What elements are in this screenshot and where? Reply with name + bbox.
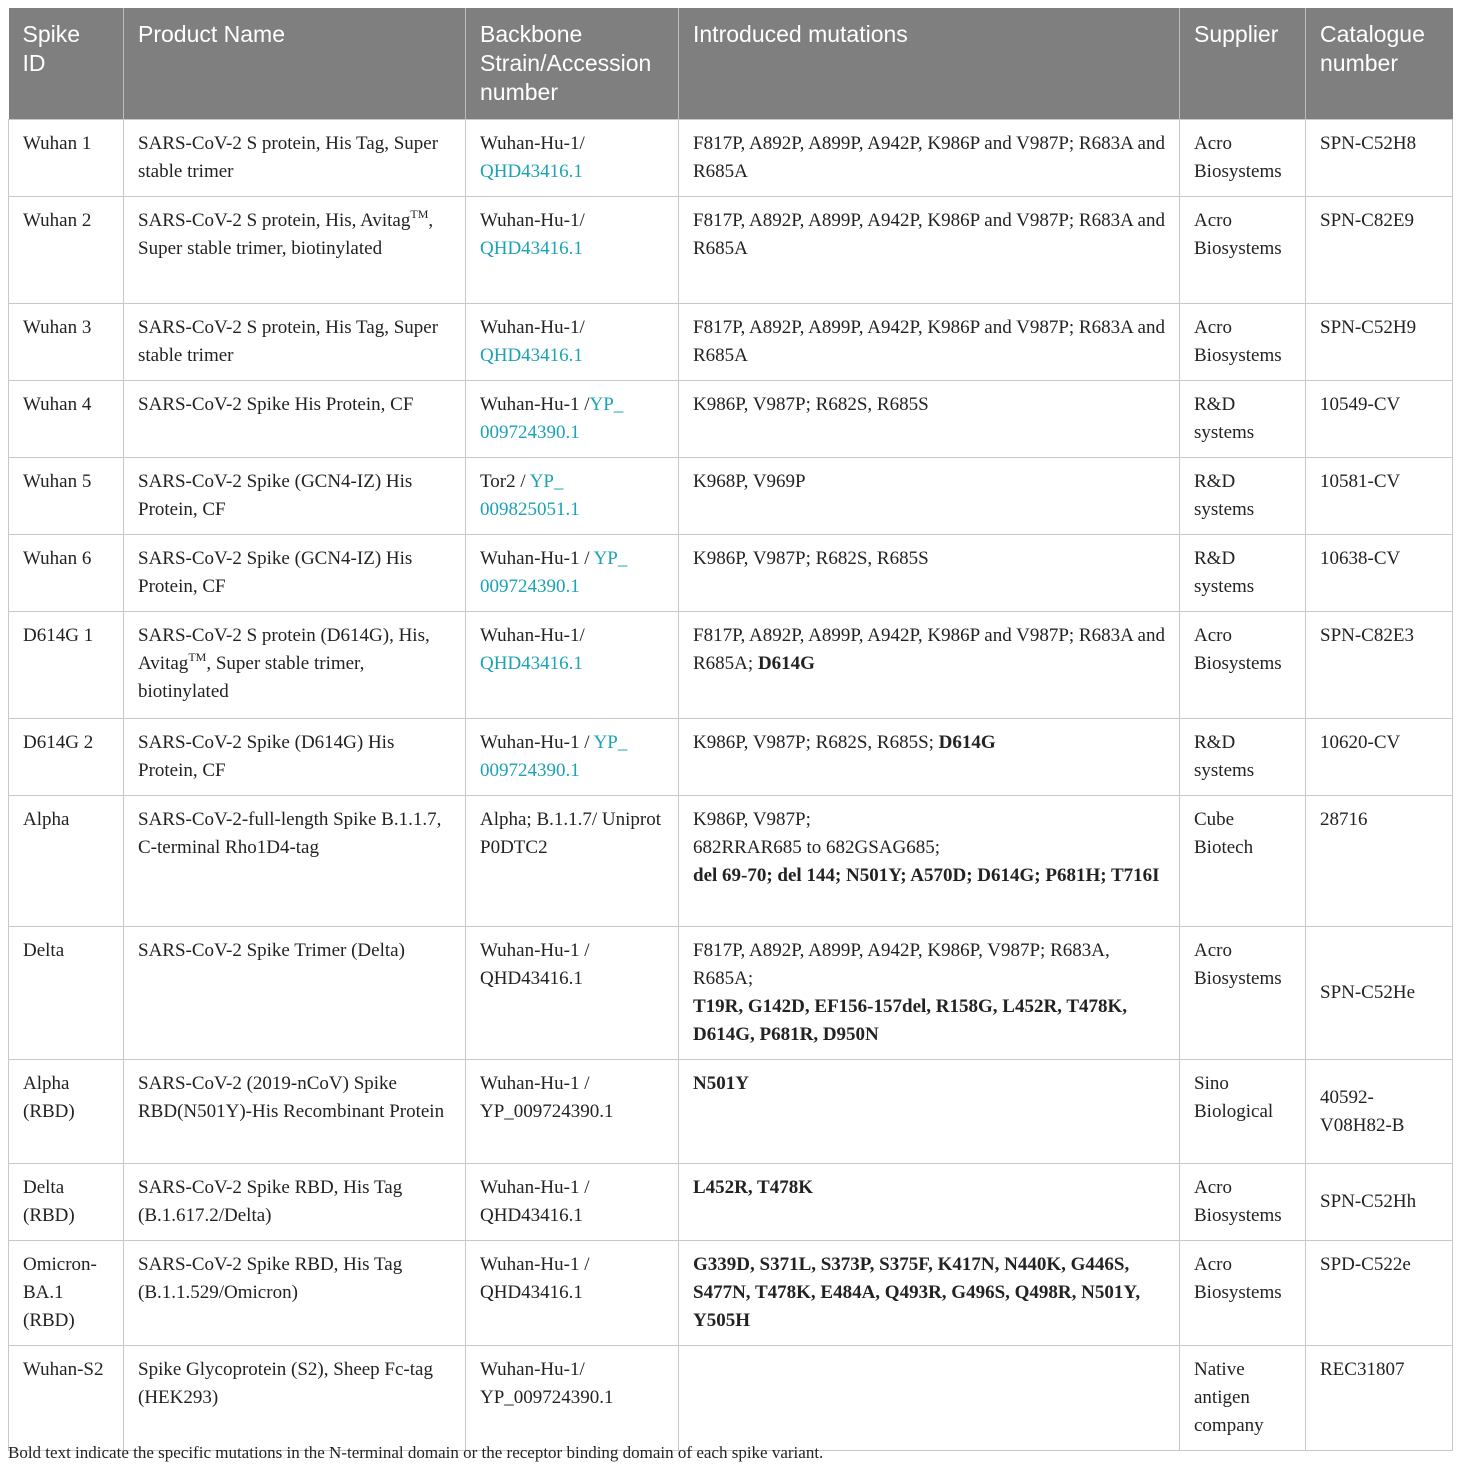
- cell-mutations: [679, 796, 1180, 927]
- header-supplier: Supplier: [1180, 8, 1306, 120]
- cell-catalogue: REC31807: [1306, 1346, 1453, 1451]
- cell-mutations: F817P, A892P, A899P, A942P, K986P and V987P; R683A and R685A: [679, 197, 1180, 304]
- backbone-text: Wuhan-Hu-1/: [480, 133, 585, 154]
- mutations-bold: T19R, G142D, EF156-157del, R158G, L452R, T478K, D614G, P681R, D950N: [693, 996, 1128, 1045]
- mutations-text: K986P, V987P;: [693, 809, 811, 830]
- backbone-text: Wuhan-Hu-1/: [480, 625, 585, 646]
- accession-link[interactable]: QHD43416.1: [480, 345, 583, 366]
- cell-mutations: K968P, V969P: [679, 458, 1180, 535]
- table-header: [9, 8, 1453, 120]
- header-mutations: Introduced mutations: [679, 8, 1180, 120]
- cell-supplier: Acro Biosystems: [1180, 197, 1306, 304]
- cell-supplier: R&D systems: [1180, 458, 1306, 535]
- cell-supplier: R&D systems: [1180, 381, 1306, 458]
- cell-backbone: [466, 719, 679, 796]
- spike-table-container: [8, 8, 1452, 1451]
- cell-catalogue: SPN-C82E3: [1306, 612, 1453, 719]
- cell-product-name: SARS-CoV-2 Spike RBD, His Tag (B.1.617.2/Delta): [124, 1164, 466, 1241]
- cell-backbone: [466, 612, 679, 719]
- cell-catalogue: 10638-CV: [1306, 535, 1453, 612]
- cell-supplier: Acro Biosystems: [1180, 927, 1306, 1060]
- table-row: [9, 1164, 1453, 1241]
- backbone-text: Tor2 /: [480, 471, 530, 492]
- cell-backbone: Wuhan-Hu-1 / YP_009724390.1: [466, 1060, 679, 1164]
- cell-spike-id: Delta: [9, 927, 124, 1060]
- cell-product-name: SARS-CoV-2-full-length Spike B.1.1.7, C-terminal Rho1D4-tag: [124, 796, 466, 927]
- cell-mutations: [679, 1060, 1180, 1164]
- mutations-bold: N501Y: [693, 1073, 749, 1094]
- cell-mutations: F817P, A892P, A899P, A942P, K986P and V987P; R683A and R685A: [679, 120, 1180, 197]
- spike-variants-table: [8, 8, 1453, 1451]
- table-row: [9, 927, 1453, 1060]
- cell-product-name: SARS-CoV-2 Spike Trimer (Delta): [124, 927, 466, 1060]
- cell-supplier: Sino Biological: [1180, 1060, 1306, 1164]
- cell-backbone: [466, 381, 679, 458]
- mutations-bold: G339D, S371L, S373P, S375F, K417N, N440K, G446S, S477N, T478K, E484A, Q493R, G496S, Q498R, N501Y, Y505H: [693, 1254, 1141, 1331]
- table-row: [9, 120, 1453, 197]
- cell-mutations: K986P, V987P; R682S, R685S: [679, 535, 1180, 612]
- cell-product-name: SARS-CoV-2 Spike RBD, His Tag (B.1.1.529/Omicron): [124, 1241, 466, 1346]
- mutations-text: F817P, A892P, A899P, A942P, K986P, V987P; R683A, R685A;: [693, 940, 1110, 989]
- cell-supplier: R&D systems: [1180, 719, 1306, 796]
- mutations-bold: L452R, T478K: [693, 1177, 814, 1198]
- mutations-bold: D614G: [757, 653, 815, 674]
- cell-mutations: [679, 1164, 1180, 1241]
- cell-catalogue: 10620-CV: [1306, 719, 1453, 796]
- mutations-text: 682RRAR685 to 682GSAG685;: [693, 837, 941, 858]
- trademark-sup: TM: [188, 649, 207, 664]
- cell-catalogue: 10581-CV: [1306, 458, 1453, 535]
- cell-product-name: SARS-CoV-2 S protein, His Tag, Super stable trimer: [124, 304, 466, 381]
- cell-spike-id: D614G 2: [9, 719, 124, 796]
- accession-link[interactable]: YP_ 009724390.1: [480, 548, 628, 597]
- cell-catalogue: SPD-C522e: [1306, 1241, 1453, 1346]
- cell-supplier: Acro Biosystems: [1180, 1241, 1306, 1346]
- product-text: , Super stable trimer, biotinylated: [138, 653, 365, 702]
- cell-spike-id: Wuhan 3: [9, 304, 124, 381]
- table-body: [9, 120, 1453, 1451]
- cell-catalogue: 40592-V08H82-B: [1306, 1060, 1453, 1164]
- cell-spike-id: Wuhan 4: [9, 381, 124, 458]
- mutations-bold: D614G: [938, 732, 996, 753]
- cell-spike-id: Wuhan 1: [9, 120, 124, 197]
- backbone-text: Wuhan-Hu-1/: [480, 317, 585, 338]
- table-row: [9, 1060, 1453, 1164]
- accession-link[interactable]: YP_ 009724390.1: [480, 394, 624, 443]
- cell-spike-id: Delta (RBD): [9, 1164, 124, 1241]
- cell-supplier: Cube Biotech: [1180, 796, 1306, 927]
- cell-catalogue: SPN-C52Hh: [1306, 1164, 1453, 1241]
- cell-spike-id: Wuhan 2: [9, 197, 124, 304]
- accession-link[interactable]: QHD43416.1: [480, 161, 583, 182]
- table-row: [9, 796, 1453, 927]
- cell-supplier: Acro Biosystems: [1180, 1164, 1306, 1241]
- cell-mutations: [679, 612, 1180, 719]
- accession-link[interactable]: QHD43416.1: [480, 653, 583, 674]
- mutations-bold: del 69-70; del 144; N501Y; A570D; D614G; P681H; T716I: [693, 865, 1160, 886]
- cell-spike-id: Wuhan 6: [9, 535, 124, 612]
- mutations-text: F817P, A892P, A899P, A942P, K986P and V987P; R683A and R685A;: [693, 625, 1165, 674]
- product-text: SARS-CoV-2 S protein, His, Avitag: [138, 210, 411, 231]
- header-backbone: Backbone Strain/Accession number: [466, 8, 679, 120]
- cell-mutations: [679, 1241, 1180, 1346]
- cell-product-name: [124, 612, 466, 719]
- cell-mutations: [679, 1346, 1180, 1451]
- header-row: [9, 8, 1453, 120]
- table-row: [9, 719, 1453, 796]
- accession-link[interactable]: YP_ 009724390.1: [480, 732, 628, 781]
- cell-product-name: SARS-CoV-2 (2019-nCoV) Spike RBD(N501Y)-His Recombinant Protein: [124, 1060, 466, 1164]
- cell-catalogue: 10549-CV: [1306, 381, 1453, 458]
- header-product-name: Product Name: [124, 8, 466, 120]
- product-text: SARS-CoV-2 S protein (D614G), His, Avitag: [138, 625, 430, 674]
- cell-catalogue: SPN-C82E9: [1306, 197, 1453, 304]
- mutations-text: K986P, V987P; R682S, R685S;: [693, 732, 939, 753]
- cell-mutations: F817P, A892P, A899P, A942P, K986P and V987P; R683A and R685A: [679, 304, 1180, 381]
- cell-product-name: SARS-CoV-2 Spike His Protein, CF: [124, 381, 466, 458]
- cell-product-name: SARS-CoV-2 Spike (D614G) His Protein, CF: [124, 719, 466, 796]
- backbone-text: Wuhan-Hu-1 /: [480, 394, 590, 415]
- table-row: [9, 535, 1453, 612]
- header-spike-id: Spike ID: [9, 8, 124, 120]
- cell-catalogue: SPN-C52H9: [1306, 304, 1453, 381]
- backbone-text: Wuhan-Hu-1/: [480, 210, 585, 231]
- table-row: [9, 197, 1453, 304]
- cell-backbone: [466, 197, 679, 304]
- cell-backbone: [466, 458, 679, 535]
- cell-spike-id: Omicron-BA.1 (RBD): [9, 1241, 124, 1346]
- accession-link[interactable]: QHD43416.1: [480, 238, 583, 259]
- table-row: [9, 1241, 1453, 1346]
- cell-spike-id: Alpha (RBD): [9, 1060, 124, 1164]
- cell-product-name: [124, 197, 466, 304]
- cell-product-name: SARS-CoV-2 Spike (GCN4-IZ) His Protein, CF: [124, 458, 466, 535]
- cell-mutations: K986P, V987P; R682S, R685S: [679, 381, 1180, 458]
- cell-backbone: Wuhan-Hu-1 / QHD43416.1: [466, 1164, 679, 1241]
- table-row: [9, 612, 1453, 719]
- header-catalogue: Catalogue number: [1306, 8, 1453, 120]
- cell-backbone: [466, 120, 679, 197]
- cell-supplier: Acro Biosystems: [1180, 120, 1306, 197]
- cell-backbone: Wuhan-Hu-1 / QHD43416.1: [466, 927, 679, 1060]
- cell-catalogue: SPN-C52He: [1306, 927, 1453, 1060]
- table-row: [9, 304, 1453, 381]
- cell-spike-id: Wuhan-S2: [9, 1346, 124, 1451]
- cell-backbone: Wuhan-Hu-1/ YP_009724390.1: [466, 1346, 679, 1451]
- table-row: [9, 1346, 1453, 1451]
- table-row: [9, 381, 1453, 458]
- table-row: [9, 458, 1453, 535]
- cell-product-name: Spike Glycoprotein (S2), Sheep Fc-tag (HEK293): [124, 1346, 466, 1451]
- product-text: , Super stable trimer, biotinylated: [138, 210, 434, 259]
- cell-catalogue: SPN-C52H8: [1306, 120, 1453, 197]
- backbone-text: Wuhan-Hu-1 /: [480, 548, 594, 569]
- cell-catalogue: 28716: [1306, 796, 1453, 927]
- cell-backbone: [466, 535, 679, 612]
- cell-backbone: Alpha; B.1.1.7/ Uniprot P0DTC2: [466, 796, 679, 927]
- cell-supplier: Native antigen company: [1180, 1346, 1306, 1451]
- cell-product-name: SARS-CoV-2 Spike (GCN4-IZ) His Protein, CF: [124, 535, 466, 612]
- cell-spike-id: Alpha: [9, 796, 124, 927]
- cell-supplier: R&D systems: [1180, 535, 1306, 612]
- cell-product-name: SARS-CoV-2 S protein, His Tag, Super stable trimer: [124, 120, 466, 197]
- accession-link[interactable]: YP_ 009825051.1: [480, 471, 580, 520]
- backbone-text: Wuhan-Hu-1 /: [480, 732, 594, 753]
- cell-mutations: [679, 719, 1180, 796]
- trademark-sup: TM: [410, 206, 429, 221]
- cell-spike-id: D614G 1: [9, 612, 124, 719]
- cell-spike-id: Wuhan 5: [9, 458, 124, 535]
- cell-mutations: [679, 927, 1180, 1060]
- cell-supplier: Acro Biosystems: [1180, 612, 1306, 719]
- cell-backbone: Wuhan-Hu-1 / QHD43416.1: [466, 1241, 679, 1346]
- cell-supplier: Acro Biosystems: [1180, 304, 1306, 381]
- cell-backbone: [466, 304, 679, 381]
- table-footnote: Bold text indicate the specific mutations in the N-terminal domain or the receptor binding domain of each spike variant.: [8, 1443, 824, 1462]
